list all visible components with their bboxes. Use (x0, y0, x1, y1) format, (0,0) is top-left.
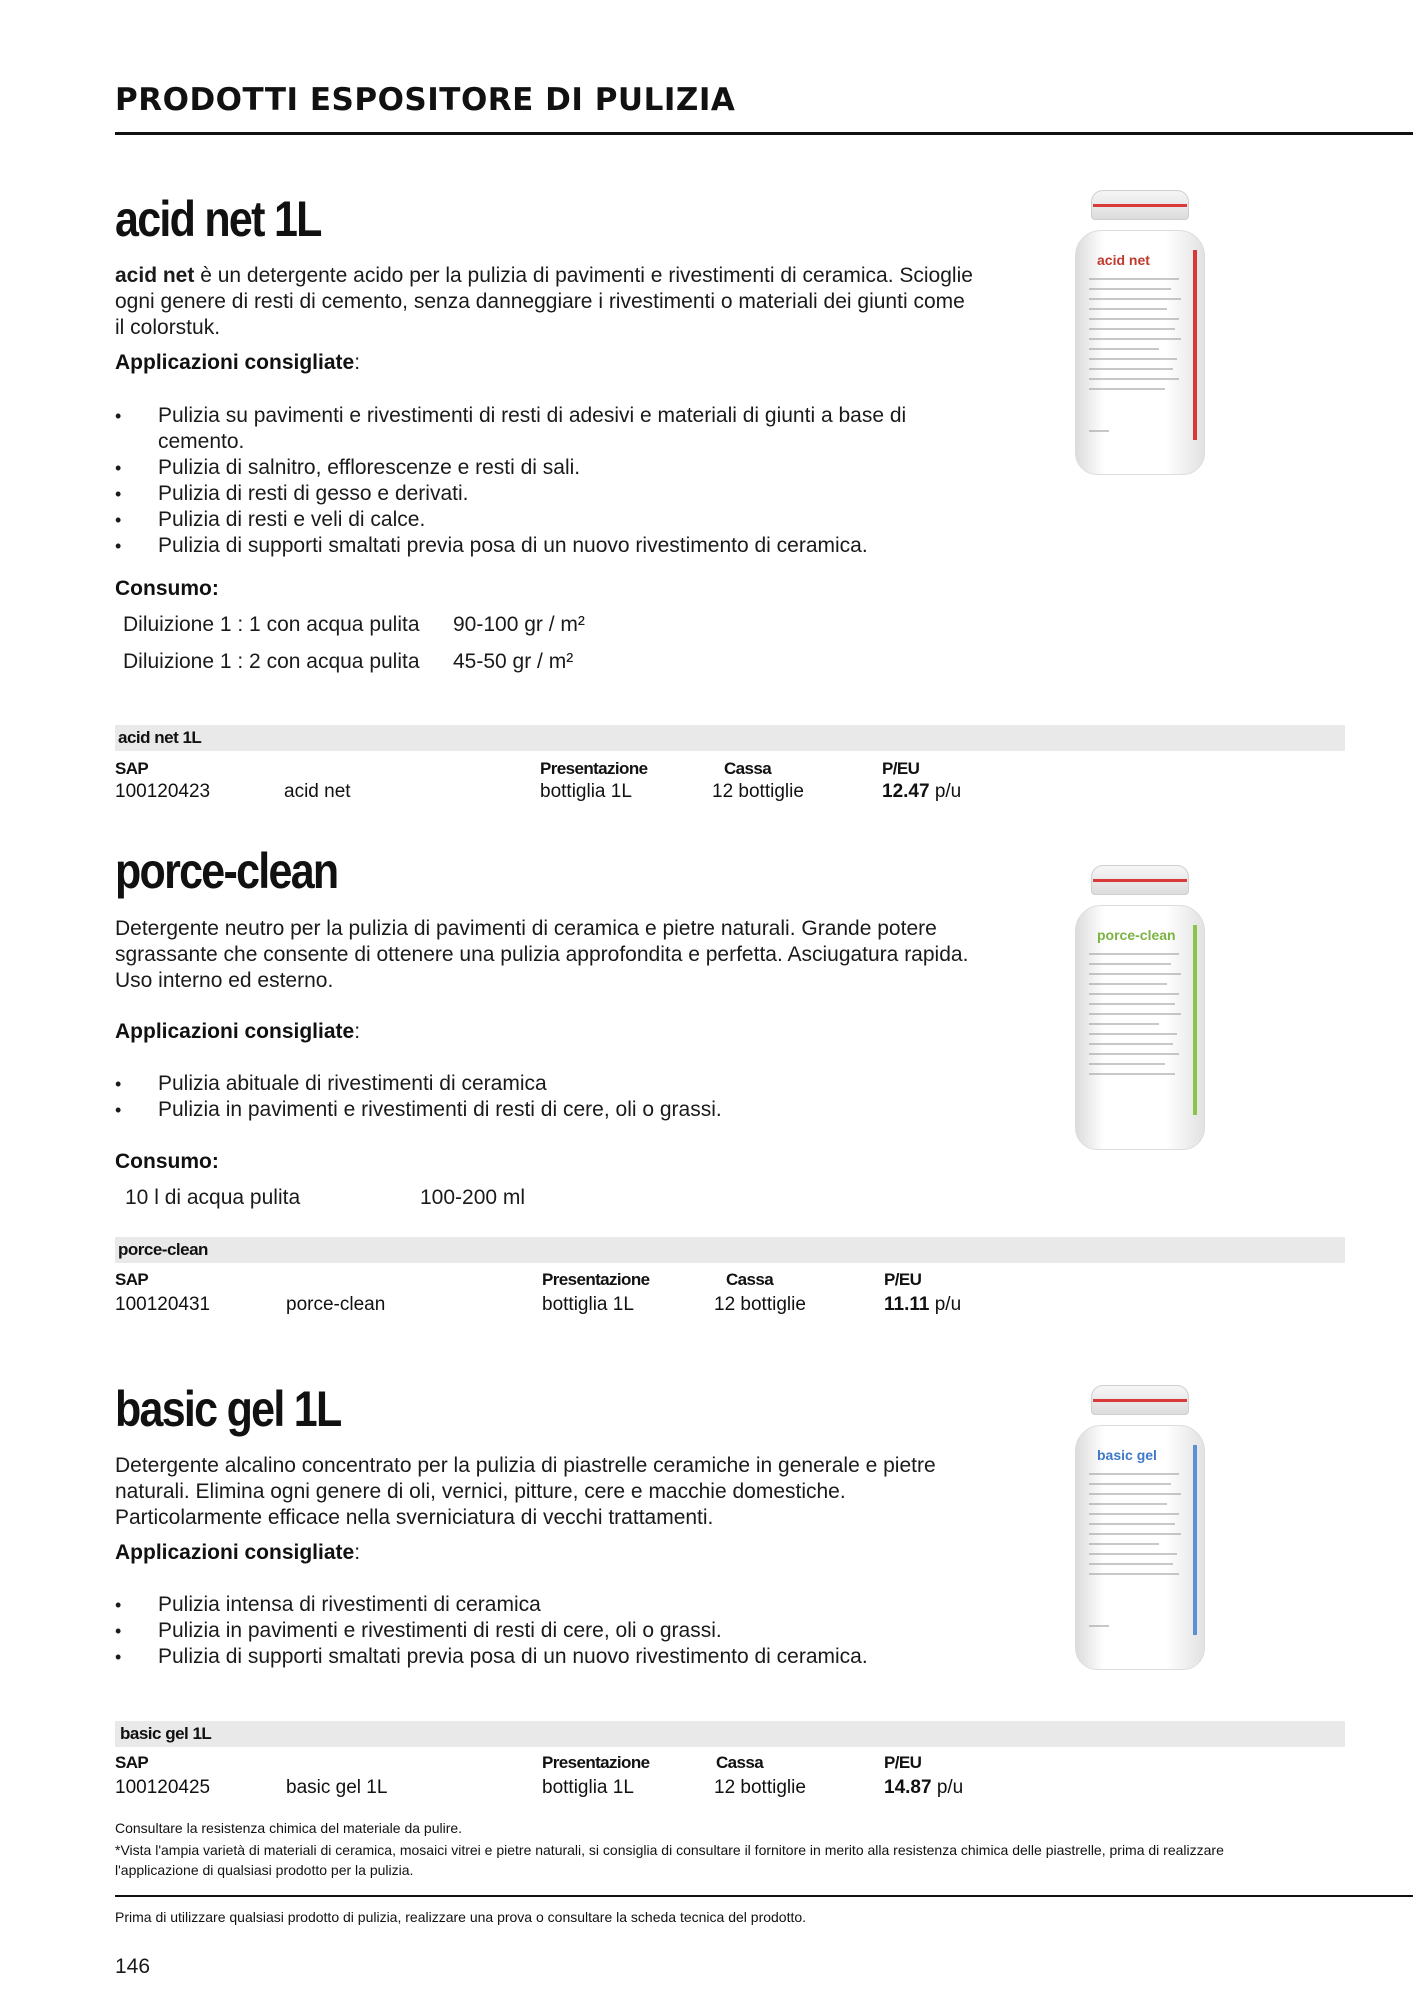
col-header-sap: SAP (115, 1270, 149, 1289)
product-table-label: basic gel 1L (120, 1724, 212, 1743)
note-disclaimer: *Vista l'ampia varietà di materiali di ceramica, mosaici vitrei e pietre naturali, si consiglia di consultare il fornitore in merito alla resistenza chimica delle piastrelle, prima di realizzare l'applicazione di qualsiasi prodotto per la pulizia. (115, 1842, 1224, 1878)
list-item: • Pulizia in pavimenti e rivestimenti di resti di cere, oli o grassi. (115, 1097, 988, 1123)
bottle-brand: acid net (1097, 252, 1150, 268)
consumo-heading: Consumo: (115, 577, 219, 600)
product-bottle-image (1075, 190, 1205, 480)
cap-band (1093, 879, 1187, 882)
footer-note: Prima di utilizzare qualsiasi prodotto di pulizia, realizzare una prova o consultare la scheda tecnica del prodotto. (115, 1909, 807, 1925)
product-table-bar (115, 1237, 1345, 1263)
col-header-presentazione: Presentazione (542, 1753, 650, 1772)
title-divider (115, 132, 1413, 135)
page-number: 146 (115, 1955, 151, 1978)
label-stripe (1193, 250, 1197, 440)
note-chemical-resistance: Consultare la resistenza chimica del materiale da pulire. (115, 1820, 463, 1836)
col-header-cassa: Cassa (726, 1270, 774, 1289)
applications-list (115, 403, 988, 559)
consumo-value: 100-200 ml (420, 1186, 526, 1209)
consumo-label: Diluizione 1 : 1 con acqua pulita (123, 613, 420, 636)
cell-sap: 100120431 (115, 1294, 211, 1315)
product-description: acid net è un detergente acido per la pulizia di pavimenti e rivestimenti di ceramica. Scioglie ogni genere di resti di cemento, senza danneggiare i rivestimenti o materiali dei giunti come il colorstuk. (115, 264, 973, 339)
product-table-bar (115, 1721, 1345, 1747)
cell-name: acid net (284, 781, 351, 802)
product-table-label: porce-clean (118, 1240, 208, 1259)
cell-presentazione: bottiglia 1L (542, 1294, 634, 1315)
cell-presentazione: bottiglia 1L (540, 781, 632, 802)
label-stripe (1193, 1445, 1197, 1635)
product-table-bar (115, 725, 1345, 751)
product-bottle-image (1075, 865, 1205, 1155)
list-item: • Pulizia intensa di rivestimenti di ceramica (115, 1592, 988, 1618)
product-title: acid net 1L (115, 191, 321, 247)
cell-sap: 100120425 (115, 1777, 211, 1798)
list-item: • Pulizia di supporti smaltati previa posa di un nuovo rivestimento di ceramica. (115, 533, 988, 559)
product-description: Detergente neutro per la pulizia di pavimenti di ceramica e pietre naturali. Grande potere sgrassante che consente di ottenere una pulizia approfondita e perfetta. Asciugatura rapida. Uso interno ed esterno. (115, 917, 969, 992)
cap-band (1093, 1399, 1187, 1402)
bottle-brand: porce-clean (1097, 927, 1176, 943)
product-description: Detergente alcalino concentrato per la pulizia di piastrelle ceramiche in generale e pietre naturali. Elimina ogni genere di oli, vernici, pitture, cere e macchie domestiche. Particolarmente efficace nella sverniciatura di vecchi trattamenti. (115, 1454, 936, 1529)
cell-sap: 100120423 (115, 781, 211, 802)
applications-list (115, 1071, 988, 1123)
cell-price: 11.11 p/u (884, 1294, 962, 1315)
cell-presentazione: bottiglia 1L (542, 1777, 634, 1798)
applications-list (115, 1592, 988, 1670)
footer-divider (115, 1895, 1413, 1897)
col-header-presentazione: Presentazione (540, 759, 648, 778)
list-item: • Pulizia di salnitro, efflorescenze e resti di sali. (115, 455, 988, 481)
col-header-sap: SAP (115, 759, 149, 778)
col-header-presentazione: Presentazione (542, 1270, 650, 1289)
col-header-peu: P/EU (884, 1753, 922, 1772)
cell-cassa: 12 bottiglie (714, 1777, 806, 1798)
applications-heading: Applicazioni consigliate: (115, 351, 361, 374)
page-title: PRODOTTI ESPOSITORE DI PULIZIA (115, 82, 736, 118)
product-title: basic gel 1L (115, 1381, 341, 1437)
list-item: • Pulizia abituale di rivestimenti di ceramica (115, 1071, 988, 1097)
col-header-peu: P/EU (884, 1270, 922, 1289)
col-header-cassa: Cassa (724, 759, 772, 778)
product-name-inline: acid net (115, 264, 195, 287)
bottle-brand: basic gel (1097, 1447, 1157, 1463)
product-bottle-image (1075, 1385, 1205, 1675)
list-item: • Pulizia di supporti smaltati previa posa di un nuovo rivestimento di ceramica. (115, 1644, 988, 1670)
list-item: • Pulizia su pavimenti e rivestimenti di resti di adesivi e materiali di giunti a base di cemento. (115, 403, 988, 455)
consumo-value: 45-50 gr / m² (453, 650, 574, 673)
applications-heading: Applicazioni consigliate: (115, 1541, 361, 1564)
consumo-heading: Consumo: (115, 1150, 219, 1173)
consumo-label: Diluizione 1 : 2 con acqua pulita (123, 650, 420, 673)
consumo-value: 90-100 gr / m² (453, 613, 585, 636)
cell-name: porce-clean (286, 1294, 386, 1315)
cell-price: 14.87 p/u (884, 1777, 964, 1798)
col-header-sap: SAP (115, 1753, 149, 1772)
label-stripe (1193, 925, 1197, 1115)
col-header-cassa: Cassa (716, 1753, 764, 1772)
cell-name: basic gel 1L (286, 1777, 388, 1798)
col-header-peu: P/EU (882, 759, 920, 778)
product-title: porce-clean (115, 843, 338, 899)
cell-cassa: 12 bottiglie (714, 1294, 806, 1315)
consumo-label: 10 l di acqua pulita (125, 1186, 301, 1209)
applications-heading: Applicazioni consigliate: (115, 1020, 361, 1043)
product-table-label: acid net 1L (118, 728, 202, 747)
list-item: • Pulizia in pavimenti e rivestimenti di resti di cere, oli o grassi. (115, 1618, 988, 1644)
list-item: • Pulizia di resti di gesso e derivati. (115, 481, 988, 507)
cell-price: 12.47 p/u (882, 781, 962, 802)
cap-band (1093, 204, 1187, 207)
list-item: • Pulizia di resti e veli di calce. (115, 507, 988, 533)
cell-cassa: 12 bottiglie (712, 781, 804, 802)
